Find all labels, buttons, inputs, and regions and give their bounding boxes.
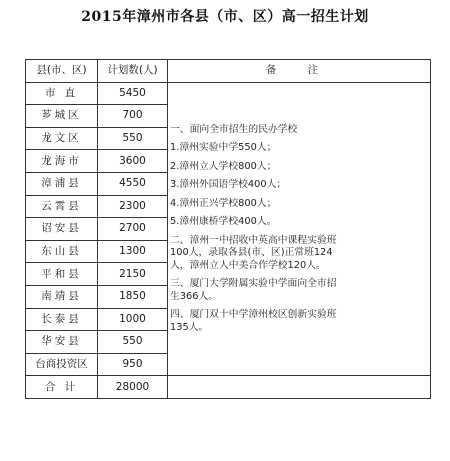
note-section-line: 人，漳州立人中美合作学校120人。 [170,259,326,271]
county-name-cell: 南靖县 [26,285,98,308]
plan-count-cell: 2700 [98,218,168,241]
note-section-line: 四、厦门双十中学漳州校区创新实验班 [170,309,337,321]
column-header-county: 县(市、区) [26,60,98,83]
note-section-line: 二、漳州一中招收中英高中课程实验班 [170,234,337,246]
plan-count-cell: 1850 [98,285,168,308]
plan-count-cell: 5450 [98,82,168,105]
plan-count-cell: 3600 [98,150,168,173]
plan-count-cell: 2300 [98,195,168,218]
column-header-count: 计划数(人) [98,60,168,83]
county-name-cell: 合 计 [26,376,98,399]
county-name-cell: 华安县 [26,331,98,354]
plan-count-cell: 550 [98,127,168,150]
county-name-cell: 东山县 [26,240,98,263]
note-section-line: 135人。 [170,321,209,333]
plan-count-cell: 4550 [98,172,168,195]
table-row [26,376,431,399]
county-name-cell: 云霄县 [26,195,98,218]
plan-count-cell: 950 [98,353,168,376]
note-section-line: 生366人。 [170,290,219,302]
note-section-line: 100人，录取各县(市、区)正常班124 [170,247,333,259]
note-school-item: 4.漳州正兴学校800人； [170,197,277,209]
notes-cell [168,82,431,376]
column-header-notes: 备 注 [168,60,431,83]
plan-count-cell: 28000 [98,376,168,399]
county-name-cell: 漳浦县 [26,172,98,195]
note-school-item: 2.漳州立人学校800人； [170,160,277,172]
note-school-item: 1.漳州实验中学550人； [170,142,277,154]
enrollment-plan-table [25,59,431,399]
plan-count-cell: 550 [98,331,168,354]
note-section-heading: 一、面向全市招生的民办学校 [170,123,298,135]
county-name-cell: 长泰县 [26,308,98,331]
note-section-line: 三、厦门大学附属实验中学面向全市招 [170,278,337,290]
plan-count-cell: 1300 [98,240,168,263]
note-school-item: 5.漳州康桥学校400人。 [170,216,277,228]
county-name-cell: 龙海市 [26,150,98,173]
table-header-row [26,60,431,83]
notes-content [170,124,430,335]
table-body [26,82,431,398]
plan-count-cell: 1000 [98,308,168,331]
county-name-cell: 台商投资区 [26,353,98,376]
note-school-item: 3.漳州外国语学校400人； [170,179,287,191]
document-title: 2015年漳州市各县（市、区）高一招生计划 [81,9,369,25]
total-notes-cell [168,376,431,399]
table-row [26,82,431,105]
county-name-cell: 芗城区 [26,105,98,128]
county-name-cell: 诏安县 [26,218,98,241]
county-name-cell: 市 直 [26,82,98,105]
plan-count-cell: 2150 [98,263,168,286]
county-name-cell: 平和县 [26,263,98,286]
plan-count-cell: 700 [98,105,168,128]
county-name-cell: 龙文区 [26,127,98,150]
